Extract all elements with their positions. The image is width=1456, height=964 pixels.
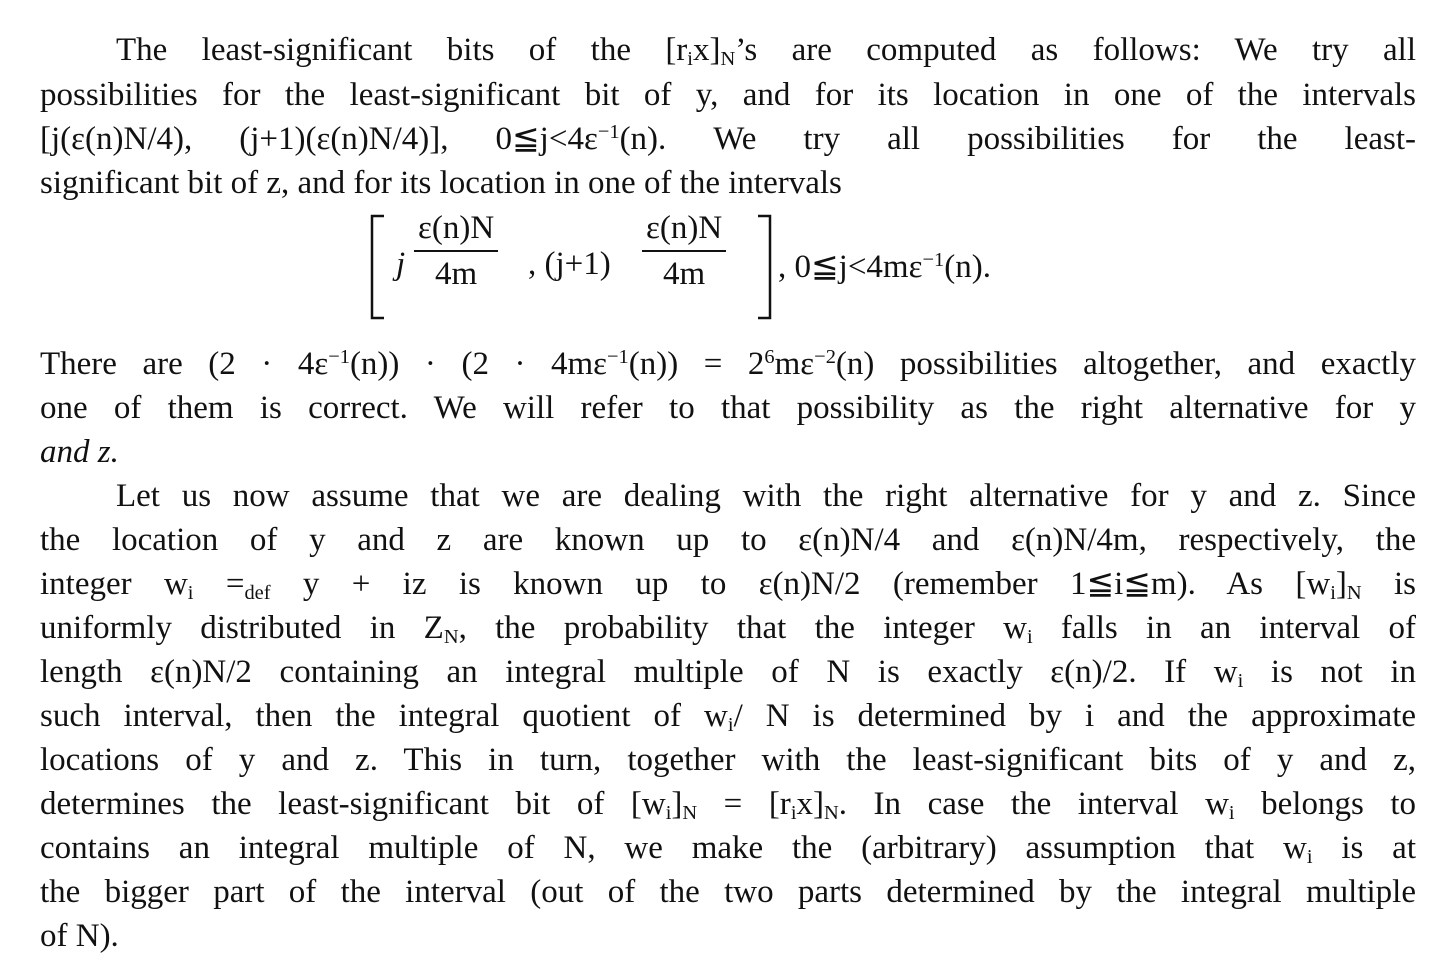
para3-line9: contains an integral multiple of N, we make the (arbitrary) assumption that $w_i$ is at — [40, 830, 1416, 869]
para1-line4: significant bit of z, and for its location in one of the intervals — [40, 165, 842, 201]
right-bracket — [754, 214, 774, 322]
eq-tail: , $0≦j<4m\varepsilon^{-1}(n)$. — [778, 248, 991, 285]
para2-line2: one of them is correct. We will refer to that possibility as the right alternative for y — [40, 390, 1416, 426]
para1-line2: possibilities for the least-significant bit of y, and for its location in one of the intervals — [40, 77, 1416, 113]
eq-frac-2: $\frac{\varepsilon(n)N}{4m}$ — [642, 208, 726, 296]
para3-line2: the location of y and z are known up to ε(n)N/4 and ε(n)N/4m, respectively, the — [40, 522, 1416, 558]
para3-line3: integer $w_i =_{def}$ y + iz is known up to ε(n)N/2 (remember 1≦i≦m). As $[w_i]_N$ is — [40, 566, 1416, 605]
display-equation — [368, 200, 1088, 326]
para2-line3: and z. — [40, 434, 119, 470]
eq-frac-1: $\frac{\varepsilon(n)N}{4m}$ — [414, 208, 498, 296]
para3-line7: locations of y and z. This in turn, together with the least-significant bits of y and z, — [40, 742, 1416, 778]
eq-mid: , (j+1) — [528, 246, 611, 282]
para1-line1: The least-significant bits of the $[r_ix]_N’s$ are computed as follows: We try all — [116, 32, 1416, 71]
para2-line1: There are $(2 \cdot 4\varepsilon^{-1}(n)) \cdot (2 \cdot 4m\varepsilon^{-1}(n)) = 2^6m\varepsilon^{-2}(n)$ possibilities altogether, and exactly — [40, 345, 1416, 382]
eq-j: j — [396, 246, 406, 282]
para3-line1: Let us now assume that we are dealing with the right alternative for y and z. Since — [116, 478, 1416, 514]
para3-line10: the bigger part of the interval (out of the two parts determined by the integral multiple — [40, 874, 1416, 910]
para3-line6: such interval, then the integral quotient of $w_i/$ N is determined by i and the approximate — [40, 698, 1417, 737]
para3-line11: of N). — [40, 918, 119, 954]
left-bracket — [368, 214, 388, 322]
para3-line8: determines the least-significant bit of $[w_i]_N = [r_ix]_N$. In case the interval $w_i$ belongs to — [40, 786, 1416, 825]
para3-line4: uniformly distributed in $Z_N$, the probability that the integer $w_i$ falls in an interval of — [40, 610, 1416, 649]
para3-line5: length ε(n)N/2 containing an integral multiple of N is exactly ε(n)/2. If $w_i$ is not in — [40, 654, 1416, 693]
para1-line3: [j(ε(n)N/4), (j+1)(ε(n)N/4)], $0≦j<4\varepsilon^{-1}(n)$. We try all possibilities for the least- — [40, 120, 1416, 157]
